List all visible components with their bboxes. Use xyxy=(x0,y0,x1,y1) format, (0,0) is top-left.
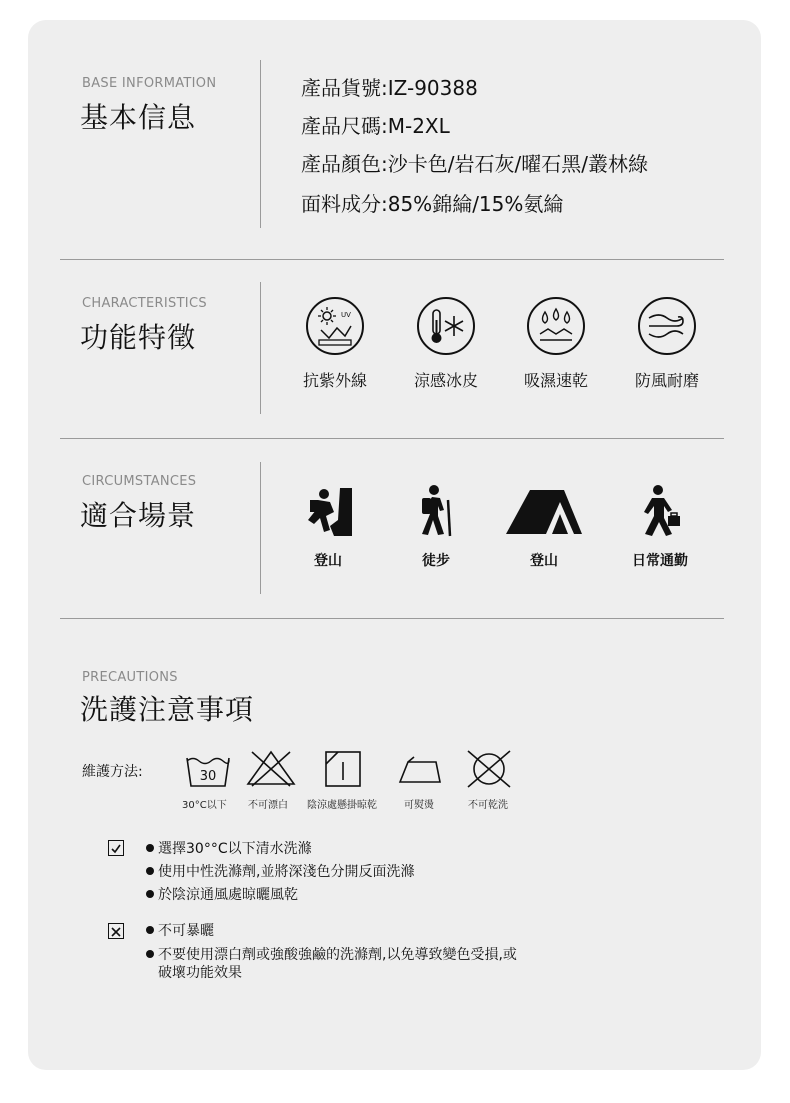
divider-vertical xyxy=(260,60,261,228)
iron-icon xyxy=(396,754,444,786)
no-bleach-icon xyxy=(244,748,298,788)
wash-30-icon xyxy=(184,752,232,788)
check-icon xyxy=(109,842,123,856)
commute-icon xyxy=(632,482,688,538)
scene-label-climbing: 登山 xyxy=(314,553,342,569)
windproof-icon xyxy=(637,296,697,356)
scene-label-hiking: 徒步 xyxy=(422,553,450,569)
care-label-iron: 可熨燙 xyxy=(404,800,434,811)
info-card xyxy=(28,20,761,1070)
spec-item-code: 產品貨號:IZ-90388 xyxy=(301,76,478,100)
feature-label-cooling: 涼感冰皮 xyxy=(413,371,478,390)
dont-item: 不要使用漂白劑或強酸強鹼的洗滌劑,以免導致變色受損,或 xyxy=(146,944,517,964)
precautions-en-title: PRECAUTIONS xyxy=(82,670,178,685)
characteristics-title: 功能特徵 xyxy=(80,321,197,354)
base-section-en-title: BASE INFORMATION xyxy=(82,76,217,91)
uv-protection-icon xyxy=(305,296,365,356)
precautions-title: 洗護注意事項 xyxy=(80,693,255,726)
care-label-wash: 30°C以下 xyxy=(182,800,227,811)
circumstances-title: 適合場景 xyxy=(80,499,197,532)
hiking-icon xyxy=(408,482,464,538)
check-box xyxy=(108,840,124,856)
wash-temp: 30 xyxy=(199,769,217,784)
scene-label-commute: 日常通勤 xyxy=(632,553,688,569)
divider-horizontal xyxy=(60,618,724,619)
dont-item: 不可暴曬 xyxy=(146,920,214,940)
tent-icon xyxy=(504,486,584,536)
divider-vertical xyxy=(260,462,261,594)
feature-label-moisture: 吸濕速乾 xyxy=(523,371,588,390)
no-dry-clean-icon xyxy=(462,748,516,790)
spec-item-fabric: 面料成分:85%錦綸/15%氨綸 xyxy=(301,192,564,216)
line-dry-shade-icon xyxy=(324,750,362,788)
divider-horizontal xyxy=(60,438,724,439)
do-item: 選擇30°°C以下清水洗滌 xyxy=(146,838,312,858)
base-section-title: 基本信息 xyxy=(80,101,197,134)
dont-item-continued: 破壞功能效果 xyxy=(158,965,242,981)
climbing-icon xyxy=(300,482,356,538)
divider-vertical xyxy=(260,282,261,414)
cross-box xyxy=(108,923,124,939)
scene-label-tent: 登山 xyxy=(530,553,558,569)
circumstances-en-title: CIRCUMSTANCES xyxy=(82,474,197,489)
characteristics-en-title: CHARACTERISTICS xyxy=(82,296,207,311)
care-label-no-dry-clean: 不可乾洗 xyxy=(468,800,508,811)
care-label-no-bleach: 不可漂白 xyxy=(248,800,288,811)
do-item: 使用中性洗滌劑,並將深淺色分開反面洗滌 xyxy=(146,861,414,881)
care-label-shade-dry: 陰涼處懸掛晾乾 xyxy=(307,800,377,811)
cross-icon xyxy=(109,925,123,939)
care-method-label: 維護方法: xyxy=(82,764,143,780)
feature-label-uv: 抗紫外線 xyxy=(302,371,367,390)
svg-text:UV: UV xyxy=(341,311,351,319)
do-item: 於陰涼通風處晾曬風乾 xyxy=(146,884,298,904)
feature-label-windproof: 防風耐磨 xyxy=(634,371,699,390)
cooling-icon xyxy=(416,296,476,356)
divider-horizontal xyxy=(60,259,724,260)
moisture-wicking-icon xyxy=(526,296,586,356)
spec-item-size: 產品尺碼:M-2XL xyxy=(301,114,450,138)
spec-item-color: 產品顏色:沙卡色/岩石灰/曜石黑/叢林綠 xyxy=(301,152,648,176)
